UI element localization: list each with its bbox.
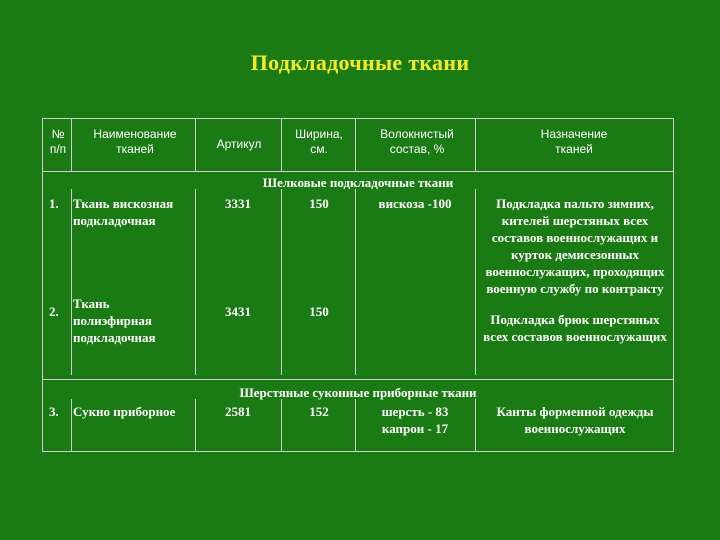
table-divider [281,399,282,451]
table-divider [43,171,673,172]
row2-name: Ткань полиэфирная подкладочная [73,296,156,345]
header-num: № п/п [49,127,67,156]
table-divider [281,119,282,171]
table-divider [475,399,476,451]
row1-num: 1. [49,196,59,211]
header-name: Наименование тканей [93,127,177,156]
row2-num: 2. [49,304,59,319]
table-divider [281,189,282,375]
section-wool-label: Шерстяные суконные приборные ткани [239,385,477,400]
row3-num: 3. [49,404,59,419]
row3-name: Сукно приборное [73,404,176,419]
header-width: Ширина, см. [295,127,343,156]
table-divider [195,119,196,171]
table-divider [71,189,72,375]
row2-article: 3431 [225,304,251,319]
row3-fiber-wool: шерсть - 83 [381,404,449,419]
table-divider [195,189,196,375]
row2-purpose: Подкладка брюк шерстяных всех составов военнослужащих [483,312,667,344]
row2-width: 150 [309,304,329,319]
row1-purpose: Подкладка пальто зимних, кителей шерстяных всех составов военнослужащих и курток демисезонных военнослужащих, проходящих военную службу по контракту [485,196,665,296]
table-divider [71,399,72,451]
header-purpose: Назначение тканей [540,127,608,156]
table-divider [475,189,476,375]
table-divider [71,119,72,171]
table-divider [355,399,356,451]
row3-article: 2581 [225,404,251,419]
table-divider [475,119,476,171]
section-silk-label: Шелковые подкладочные ткани [262,175,454,190]
row3-fiber-nylon: капрон - 17 [381,421,449,436]
row1-article: 3331 [225,196,251,211]
row1-name: Ткань вискозная подкладочная [73,196,174,228]
table-divider [355,189,356,375]
fabrics-table [42,118,674,452]
row1-width: 150 [309,196,329,211]
row3-width: 152 [309,404,329,419]
row1-fiber: вискоза -100 [378,196,452,211]
table-divider [195,399,196,451]
table-divider [43,379,673,380]
row3-purpose: Канты форменной одежды военнослужащих [496,404,654,436]
table-divider [355,119,356,171]
header-article: Артикул [216,137,262,151]
header-fiber: Волокнистый состав, % [380,127,454,156]
page-title: Подкладочные ткани [250,50,470,75]
